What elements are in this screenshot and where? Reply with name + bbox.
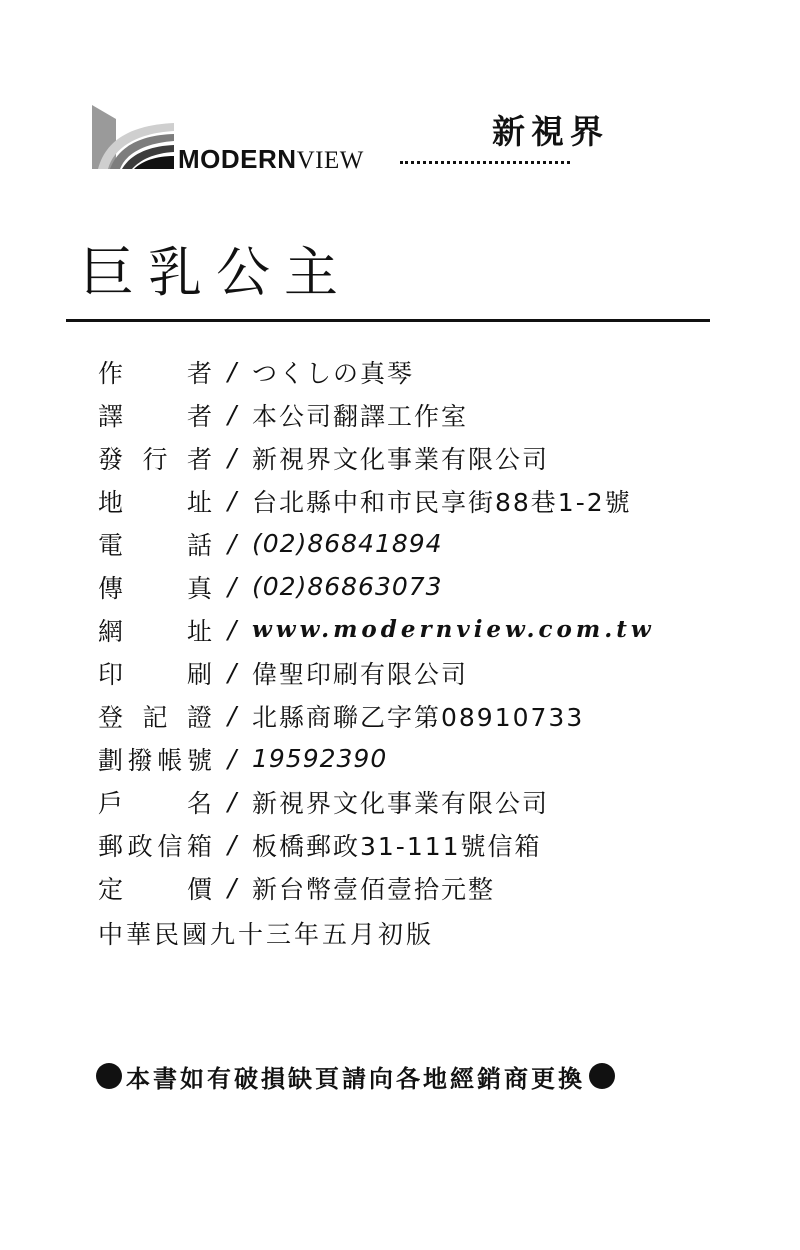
info-label: [98, 569, 212, 605]
info-label: [98, 612, 212, 648]
bullet-dot-icon: [589, 1063, 615, 1089]
modernview-logo-mark-icon: [92, 103, 174, 169]
info-label-char: 撥: [127, 745, 153, 775]
info-label-char: 譯: [98, 401, 124, 431]
info-label-char: 電: [98, 530, 124, 560]
brand-wordmark-light: VIEW: [296, 147, 364, 174]
info-separator: /: [227, 615, 237, 644]
info-label-char: 發: [98, 444, 124, 474]
info-row-phone: [98, 522, 738, 565]
info-row-author: [98, 350, 738, 393]
info-label-char: 行: [142, 444, 168, 474]
info-label: [98, 483, 212, 519]
info-value: 台北縣中和市民享街88巷1-2號: [252, 487, 632, 517]
info-value: 新視界文化事業有限公司: [252, 444, 550, 474]
info-value: 新台幣壹佰壹拾元整: [252, 874, 496, 904]
info-label-char: 名: [186, 788, 212, 818]
info-separator: /: [227, 486, 237, 515]
info-label-char: 傳: [98, 573, 124, 603]
info-label: [98, 397, 212, 433]
info-separator: /: [227, 830, 237, 859]
info-label: [98, 870, 212, 906]
replacement-notice: [96, 1056, 615, 1096]
info-label-char: 話: [186, 530, 212, 560]
colophon-info-list: [98, 350, 738, 909]
info-label-char: 刷: [186, 659, 212, 689]
notice-text: 本書如有破損缺頁請向各地經銷商更換: [126, 1063, 585, 1093]
info-row-website: [98, 608, 738, 651]
info-row-publisher: [98, 436, 738, 479]
info-value: 新視界文化事業有限公司: [252, 788, 550, 818]
book-title: 巨乳公主: [80, 241, 352, 304]
info-value: 本公司翻譯工作室: [252, 401, 469, 431]
bullet-dot-icon: [96, 1063, 122, 1089]
info-label-char: 信: [157, 831, 183, 861]
info-row-fax: [98, 565, 738, 608]
info-value: つくしの真琴: [252, 358, 415, 388]
info-label-char: 帳: [157, 745, 183, 775]
info-label-char: 登: [98, 702, 124, 732]
info-label-char: 郵: [98, 831, 124, 861]
info-separator: /: [227, 357, 237, 386]
info-row-address: [98, 479, 738, 522]
info-label: [98, 655, 212, 691]
info-value: 19592390: [252, 744, 388, 773]
info-label: [98, 526, 212, 562]
info-label-char: 劃: [98, 745, 124, 775]
info-value: 北縣商聯乙字第08910733: [252, 702, 585, 732]
info-label: [98, 784, 212, 820]
info-label-char: 者: [186, 401, 212, 431]
info-label: [98, 440, 212, 476]
info-label-char: 印: [98, 659, 124, 689]
info-label-char: 定: [98, 874, 124, 904]
info-separator: /: [227, 787, 237, 816]
info-row-postal-account: [98, 737, 738, 780]
info-label-char: 證: [186, 702, 212, 732]
brand-wordmark: [178, 144, 364, 176]
info-row-price: [98, 866, 738, 909]
info-row-po-box: [98, 823, 738, 866]
info-separator: /: [227, 400, 237, 429]
info-value: 板橋郵政31-111號信箱: [252, 831, 542, 861]
publisher-name-chinese: 新視界: [492, 112, 609, 151]
info-separator: /: [227, 701, 237, 730]
info-label-char: 箱: [186, 831, 212, 861]
info-label-char: 者: [186, 358, 212, 388]
info-value: 偉聖印刷有限公司: [252, 659, 469, 689]
info-separator: /: [227, 529, 237, 558]
info-separator: /: [227, 744, 237, 773]
title-divider: [66, 319, 710, 322]
info-label-char: 價: [186, 874, 212, 904]
info-row-translator: [98, 393, 738, 436]
info-separator: /: [227, 572, 237, 601]
info-label-char: 真: [186, 573, 212, 603]
info-label-char: 作: [98, 358, 124, 388]
info-label-char: 號: [186, 745, 212, 775]
info-label-char: 者: [186, 444, 212, 474]
info-separator: /: [227, 443, 237, 472]
edition-line: 中華民國九十三年五月初版: [98, 920, 435, 949]
info-label: [98, 354, 212, 390]
info-label: [98, 827, 212, 863]
info-value: (02)86863073: [252, 572, 443, 601]
info-value: (02)86841894: [252, 529, 443, 558]
info-label-char: 網: [98, 616, 124, 646]
info-value-website: www.modernview.com.tw: [252, 616, 655, 643]
brand-wordmark-bold: MODERN: [178, 144, 297, 174]
info-separator: /: [227, 873, 237, 902]
info-row-printer: [98, 651, 738, 694]
info-label-char: 記: [142, 702, 168, 732]
brand-dotted-leader: [400, 161, 570, 164]
info-row-account-name: [98, 780, 738, 823]
info-label: [98, 741, 212, 777]
info-label-char: 址: [186, 487, 212, 517]
info-separator: /: [227, 658, 237, 687]
info-label-char: 址: [186, 616, 212, 646]
info-label-char: 地: [98, 487, 124, 517]
info-row-registration: [98, 694, 738, 737]
info-label: [98, 698, 212, 734]
info-label-char: 政: [127, 831, 153, 861]
info-label-char: 戶: [98, 788, 124, 818]
